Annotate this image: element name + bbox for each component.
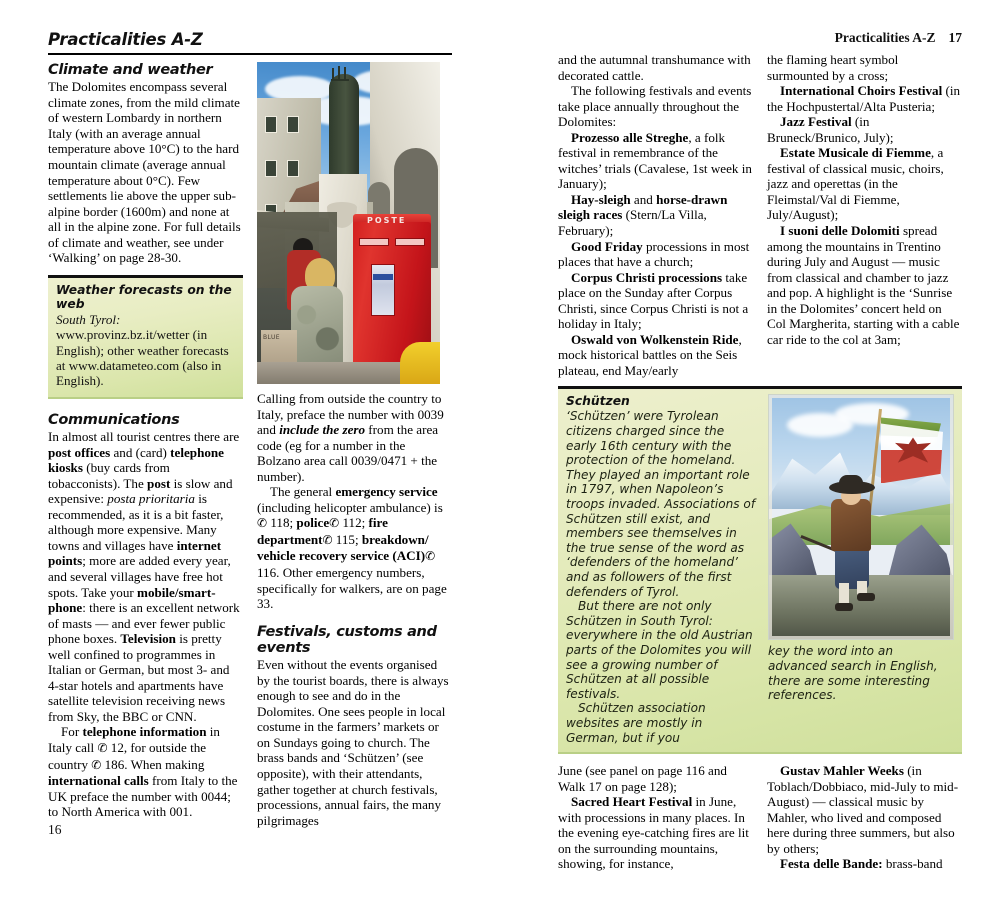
txt-bold: Television (120, 631, 176, 647)
photo-neptune-statue (329, 74, 359, 182)
telephone-icon: ✆ (425, 549, 436, 564)
txt: For (61, 724, 83, 740)
txt: from the area code (eg for a number in the Bolzano area call 0039/0471 + the number). (257, 422, 439, 484)
txt-bold: post (147, 475, 171, 491)
txt: The general (270, 484, 336, 500)
txt-bold: emergency service (335, 484, 438, 500)
telephone-icon: ✆ (329, 516, 340, 531)
folio-verso: 16 (48, 821, 62, 837)
panel-weather-lead: South Tyrol: (56, 311, 121, 327)
txt: is slow and expensive: (48, 475, 233, 507)
verso-column-2 (257, 62, 452, 838)
txt: (in Bruneck/Brunico, July); (767, 114, 894, 145)
paragraph-communications-2 (48, 724, 243, 819)
event-gustav-mahler-weeks (767, 763, 962, 856)
txt: ; more are added every year, and several villages have free hot spots. Take your (48, 553, 231, 600)
txt-bold: horse-drawn sleigh races (558, 191, 728, 223)
txt-bold: post offices (48, 444, 111, 460)
verso-column-1 (48, 62, 243, 838)
chapter-title: Practicalities A-Z (48, 30, 203, 49)
photo-yellow-object (400, 342, 440, 384)
txt: brass-band (882, 856, 943, 872)
txt: (Stern/La Villa, February); (558, 207, 707, 239)
txt: spread among the mountains in Trentino during July and August — music from classical and chamber to jazz and pop. A highlight is the ‘Sunrise in the Dolomites’ concert held on Col Margherita, starting with a cable car ride to the col at 3am; (767, 223, 960, 347)
txt: is pretty well confined to programmes in Italian or German, but most 3- and 4-star hotels and apartments have satellite television receiving news from Sky, the BBC or CNN. (48, 631, 230, 724)
illustration-figure-boot (835, 603, 853, 611)
txt-bold: breakdown/ vehicle recovery service (ACI) (257, 531, 429, 564)
txt: (including helicopter ambulance) is (257, 499, 443, 515)
event-sleigh-races (558, 192, 753, 239)
txt: and (630, 191, 657, 207)
panel-schutzen-text-column (566, 394, 758, 745)
txt-bold: telephone information (82, 724, 207, 740)
photo-postbox-slot (359, 238, 389, 246)
photo-window (287, 116, 299, 133)
paragraph-transhumance: and the autumnal transhumance with decorated cattle. (558, 52, 751, 83)
txt-bold: Jazz Festival (780, 114, 852, 130)
recto-bottom-column-2 (767, 763, 962, 872)
illustration-figure-boot (857, 593, 875, 601)
txt: in Italy call (48, 724, 220, 755)
running-head (558, 30, 962, 52)
txt-bold: Gustav Mahler Weeks (780, 763, 904, 779)
recto-column-2 (767, 52, 962, 378)
txt: , a folk festival in remembrance of the witches’ trials (Cavalese, 1st week in January); (558, 129, 752, 192)
txt-bold: police (296, 515, 330, 531)
event-prozesso-alle-streghe (558, 130, 753, 192)
heading-climate-and-weather: Climate and weather (48, 62, 213, 78)
panel-weather-forecasts (48, 275, 243, 399)
paragraph-emergency-numbers (257, 484, 452, 611)
txt: and (card) (110, 444, 171, 460)
paragraph-june-panel-ref: June (see panel on page 116 and Walk 17 on page 128); (558, 763, 727, 794)
txt: In almost all tourist centres there are (48, 429, 240, 445)
txt: 12, for outside the country (48, 740, 207, 772)
paragraph-communications-1 (48, 429, 243, 724)
txt: 115; (332, 531, 362, 547)
txt: , a festival of classical music, choirs, jazz and operettas (in the Fleimstal/Val di Fiemme, July/August); (767, 145, 944, 223)
txt: in June, with processions in many places. In the evening eye-catching fires are lit on the surrounding mountains, showing, for instance, (558, 794, 749, 872)
txt: 186. When making (101, 756, 205, 772)
txt-bold: Prozesso alle Streghe (571, 129, 689, 145)
illustration-figure-coat (831, 499, 871, 551)
event-good-friday (558, 239, 753, 270)
running-head-title: Practicalities A-Z (834, 30, 936, 45)
panel-weather-body: www.provinz.bz.it/wetter (in English); other weather forecasts at www.datameteo.com (also in English). (56, 327, 229, 389)
telephone-icon: ✆ (257, 516, 268, 531)
photo-window (265, 160, 277, 177)
txt-bold-italic: include the zero (279, 422, 366, 438)
photo-postbox-notice-bar (373, 274, 393, 280)
txt-bold: International Choirs Festival (780, 83, 943, 99)
txt-bold: Good Friday (571, 238, 643, 254)
telephone-icon: ✆ (322, 532, 333, 547)
txt: Calling from outside the country to Italy, preface the number with 0039 and (257, 391, 444, 438)
txt: is recommended, as it is a bit faster, although more expensive. Many towns and villages have (48, 491, 224, 553)
panel-schutzen (558, 386, 962, 754)
photo-trident (329, 66, 359, 82)
photo-window (287, 160, 299, 177)
txt: (buy cards from tobacconists). The (48, 460, 170, 491)
heading-communications: Communications (48, 411, 180, 428)
paragraph-following-festivals: The following festivals and events take place annually throughout the Dolomites: (558, 83, 752, 130)
event-festa-delle-bande (767, 856, 962, 872)
txt-bold: Estate Musicale di Fiemme (780, 145, 931, 161)
panel-schutzen-title: Schützen (566, 394, 630, 409)
telephone-icon: ✆ (97, 741, 108, 755)
txt: processions in most places that have a church; (558, 238, 750, 270)
panel-schutzen-paragraph-3: Schützen association websites are mostly in German, but if you (566, 701, 706, 745)
panel-schutzen-paragraph-1: ‘Schützen’ were Tyrolean citizens charged since the early 16th century with the protection of the homeland. They played an important role in 1797, when Napoleon’s troops invaded. Associations of Schützen still exist, and members see themselves in the true sense of the word as ‘defenders of the homeland’ and as followers of the first defenders of Tyrol. (566, 409, 756, 599)
txt-bold: fire department (257, 515, 388, 547)
event-corpus-christi (558, 270, 753, 332)
verso-top-columns (48, 62, 452, 838)
chapter-rule (48, 53, 452, 55)
panel-schutzen-paragraph-2: But there are not only Schützen in South Tyrol: everywhere in the old Austrian parts of the Dolomites you will see a growing number of Schützen at all possible festivals. (566, 599, 753, 701)
txt-bold: internet points (48, 537, 222, 569)
photo-street-scene-post-box (257, 62, 440, 384)
photo-postbox-notice (371, 264, 395, 316)
txt-bold: Sacred Heart Festival (571, 794, 693, 810)
txt: 118; (267, 515, 297, 531)
event-i-suoni-delle-dolomiti (767, 223, 962, 347)
txt: from Italy to the UK preface the number with 0044; to North America with 001. (48, 773, 238, 820)
telephone-icon: ✆ (91, 757, 102, 772)
paragraph-calling-abroad (257, 391, 452, 484)
illustration-tyrolean-schutze (768, 394, 954, 640)
paragraph-festivals: Even without the events organised by the tourist boards, there is always enough to see and do in the Dolomites. One sees people in local costume in the farmers’ markets or on Sundays going to church. The brass bands and ‘Schützen’ (see opposite), with their attendants, gather together at church festivals, processions, annual fairs, the many pilgrimages (257, 657, 449, 828)
recto-bottom-column-1 (558, 763, 753, 872)
txt-bold: Corpus Christi processions (571, 269, 723, 285)
txt-bold: Hay-sleigh (571, 191, 631, 207)
photo-window (265, 116, 277, 133)
event-estate-musicale-di-fiemme (767, 145, 962, 223)
txt-bold: Festa delle Bande: (780, 856, 883, 872)
txt: 116. Other emergency numbers, specifically for walkers, are on page 33. (257, 565, 447, 612)
recto-top-columns (558, 52, 962, 378)
txt: (in Toblach/Dobbiaco, mid-July to mid-August) — classical music by Mahler, who lived and composed here during three summers, but also by others; (767, 763, 959, 856)
recto-bottom-columns (558, 763, 962, 872)
txt: (in the Hochpustertal/Alta Pusteria; (767, 83, 961, 114)
event-jazz-festival (767, 114, 962, 145)
panel-weather-text (56, 312, 235, 389)
folio-recto: 17 (948, 30, 962, 45)
txt: , mock historical battles on the Seis plateau, end May/early (558, 331, 742, 378)
panel-schutzen-caption-continued: key the word into an advanced search in English, there are some interesting references. (768, 644, 938, 703)
txt: take place on the Sunday after Corpus Christi, since Corpus Christi is not a holiday in Italy; (558, 269, 749, 332)
paragraph-climate: The Dolomites encompass several climate zones, from the mild climate of western Lombardy in northern Italy (with an average annual temperature above 10°C) to the hard mountain climate (average annual temperature about 0°C). Few settlements lie above the upper sub-alpine border (1600m) and none at all in the alpine zone. For full details of climate and weather, see under ‘Walking’ on page 28-30. (48, 79, 241, 266)
panel-schutzen-image-column (768, 394, 954, 745)
event-oswald-von-wolkenstein-ride (558, 332, 753, 379)
photo-bag-label: BLUE (263, 334, 280, 341)
txt-bold: I suoni delle Dolomiti (780, 223, 900, 239)
recto-column-1 (558, 52, 753, 378)
trident-icon (329, 66, 359, 82)
txt: 112; (339, 515, 369, 531)
txt: : there is an excellent network of masts — and ever fewer public phone boxes. (48, 600, 240, 647)
txt-bold: telephone kiosks (48, 444, 224, 476)
paragraph-flaming-heart: the flaming heart symbol surmounted by a cross; (767, 52, 899, 83)
txt-bold: Oswald von Wolkenstein Ride (571, 331, 739, 347)
txt-bold: mobile/smart-phone (48, 584, 216, 616)
illustration-figure-sock (839, 583, 849, 605)
heading-festivals-customs-events: Festivals, customs and events (257, 623, 437, 656)
verso-page (48, 30, 452, 890)
photo-postbox-label: POSTE (367, 216, 407, 225)
panel-weather-title: Weather forecasts on the web (56, 282, 232, 311)
photo-postbox-slot (395, 238, 425, 246)
event-international-choirs-festival (767, 83, 962, 114)
event-sacred-heart-festival (558, 794, 753, 872)
txt-bold: international calls (48, 773, 149, 789)
txt-italic: posta prioritaria (107, 491, 195, 507)
recto-page (558, 30, 962, 890)
